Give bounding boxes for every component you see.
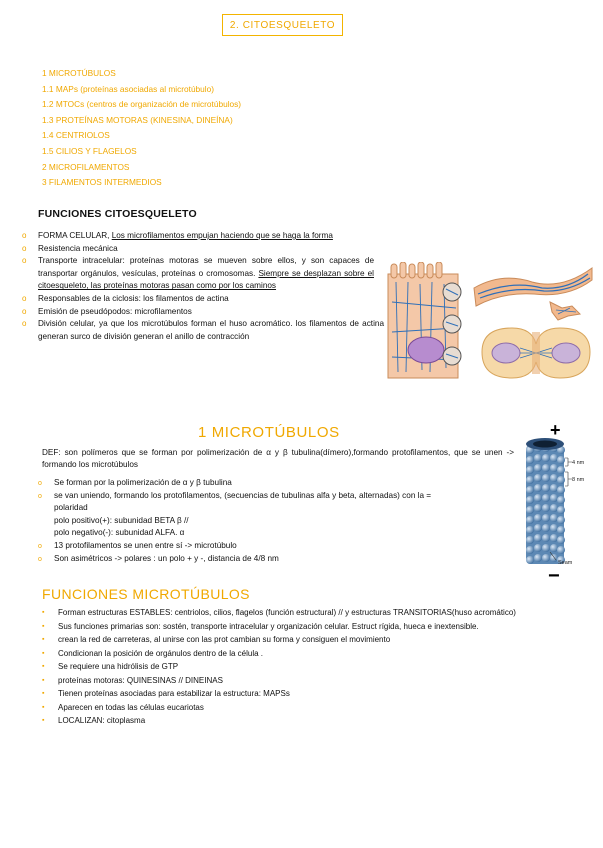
section-title: 2. CITOESQUELETO — [229, 19, 336, 31]
square-bullet-icon: ▪ — [42, 690, 45, 697]
table-of-contents — [42, 66, 241, 191]
square-bullet-icon: ▪ — [42, 676, 45, 684]
toc-item[interactable]: 1.1 MAPs (proteínas asociadas al microtúbulo) — [42, 83, 215, 94]
circle-bullet-icon: o — [22, 243, 27, 253]
toc-item[interactable]: 3 FILAMENTOS INTERMEDIOS — [42, 177, 162, 188]
circle-bullet-icon: o — [22, 306, 27, 316]
section-title-box — [222, 14, 343, 36]
minus-end-label: − — [548, 565, 560, 584]
list-item: o Resistencia mecánica — [22, 243, 384, 256]
list-item: o Responsables de la ciclosis: los filamentos de actina — [22, 293, 384, 306]
circle-bullet-icon: o — [22, 319, 27, 329]
circle-bullet-icon: o — [22, 293, 27, 303]
toc-item[interactable]: 1.4 CENTRIOLOS — [42, 130, 110, 141]
toc-item[interactable]: 1 MICROTÚBULOS — [42, 68, 116, 78]
list-item: ▪ LOCALIZAN: citoplasma — [42, 715, 542, 728]
underlined-text: Los microfilamentos empujan haciendo que se haga la forma — [111, 231, 333, 240]
microtubulos-heading: 1 MICROTÚBULOS — [198, 424, 340, 441]
toc-item[interactable]: 1.5 CILIOS Y FLAGELOS — [42, 145, 137, 156]
toc-item[interactable]: 1.2 MTOCs (centros de organización de microtúbulos) — [42, 99, 242, 110]
list-item: ▪ proteínas motoras: QUINESINAS // DINEINAS — [42, 675, 542, 688]
label-8nm: 8 nm — [572, 477, 585, 483]
square-bullet-icon: ▪ — [42, 703, 45, 711]
cell-cytoskeleton-illustration — [386, 262, 464, 380]
label-4nm: 4 nm — [572, 460, 585, 466]
list-item: o División celular, ya que los microtúbulos forman el huso acromático. los filamentos de actina generan surco de división generan el anillo de contracción — [22, 319, 384, 341]
list-item: o se van uniendo, formando los protofilamentos, (secuencias de tubulinas alfa y beta, alternadas) con la = polaridad — [38, 490, 432, 513]
microtubulos-list — [38, 477, 458, 565]
list-item: ▪ Aparecen en todas las células eucariotas — [42, 702, 542, 715]
label-seam: Seam — [558, 560, 573, 566]
polo-negativo-line: polo negativo(-): subunidad ALFA. α — [54, 528, 185, 538]
square-bullet-icon: ▪ — [42, 622, 45, 630]
underlined-text: Siempre se desplazan sobre el citoesqueleto, las proteínas motoras pasan como por los caminos — [38, 268, 374, 291]
list-item: o FORMA CELULAR, Los microfilamentos empujan haciendo que se haga la forma — [22, 230, 384, 243]
square-bullet-icon: ▪ — [42, 663, 45, 670]
list-item: ▪ Tienen proteínas asociadas para estabilizar la estructura: MAPSs — [42, 688, 542, 701]
list-item: ▪ Forman estructuras ESTABLES: centriolos, cilios, flagelos (función estructural) // y estructuras TRANSITORIAS(huso acromático) — [42, 607, 542, 620]
funciones-list — [22, 230, 384, 343]
list-item: o Emisión de pseudópodos: microfilamentos — [22, 306, 384, 319]
funciones-microtubulos-heading: FUNCIONES MICROTÚBULOS — [42, 586, 250, 602]
polo-positivo-line: polo positivo(+): subunidad BETA β // — [54, 515, 189, 525]
microtubule-cylinder — [526, 438, 565, 564]
toc-item[interactable]: 2 MICROFILAMENTOS — [42, 161, 130, 172]
circle-bullet-icon: o — [38, 480, 42, 487]
circle-bullet-icon: o — [38, 542, 42, 550]
list-item: ▪ Condicionan la posición de orgánulos dentro de la célula . — [42, 648, 542, 661]
funciones-heading: FUNCIONES CITOESQUELETO — [38, 208, 197, 220]
plus-end-label: + — [550, 420, 561, 440]
list-item: o Se forman por la polimerización de α y β tubulina — [38, 477, 458, 490]
circle-bullet-icon: o — [22, 256, 27, 266]
circle-bullet-icon: o — [22, 231, 27, 240]
circle-bullet-icon: o — [38, 492, 42, 500]
circle-bullet-icon: o — [38, 555, 42, 563]
list-item: ▪ Sus funciones primarias son: sostén, transporte intracelular y organización celular. Estruct rígida, hueca e inextensible. — [42, 621, 542, 634]
list-item: o 13 protofilamentos se unen entre sí -> microtúbulo — [38, 540, 458, 553]
square-bullet-icon: ▪ — [42, 649, 45, 657]
square-bullet-icon: ▪ — [42, 609, 45, 616]
square-bullet-icon: ▪ — [42, 717, 45, 724]
list-item: o Transporte intracelular: proteínas motoras se mueven sobre ellos, y son capaces de transportar orgánulos, vesículas, proteínas o cromosomas. Siempre se desplazan sobre el citoesqueleto, las proteínas motoras pasan como por los caminos — [22, 256, 374, 291]
microtubule-structure-figure — [514, 420, 600, 584]
toc-item[interactable]: 1.3 PROTEÍNAS MOTORAS (KINESINA, DINEÍNA) — [42, 114, 233, 125]
square-bullet-icon: ▪ — [42, 636, 45, 643]
list-item: ▪ Se requiere una hidrólisis de GTP — [42, 661, 542, 674]
axon-microtubule-illustration — [472, 262, 594, 322]
cell-division-illustration — [476, 324, 596, 382]
funciones-microtubulos-list — [42, 607, 542, 729]
list-item: o Son asimétricos -> polares : un polo + y -, distancia de 4/8 nm — [38, 553, 458, 566]
microtubulos-definition: DEF: son polímeros que se forman por polimerización de α y β tubulina(dímero),formando protofilamentos, que se unen -> formando los microtúbulos — [42, 448, 514, 470]
list-item: ▪ crean la red de carreteras, al unirse con las prot cambian su forma y consiguen el movimiento — [42, 634, 542, 647]
